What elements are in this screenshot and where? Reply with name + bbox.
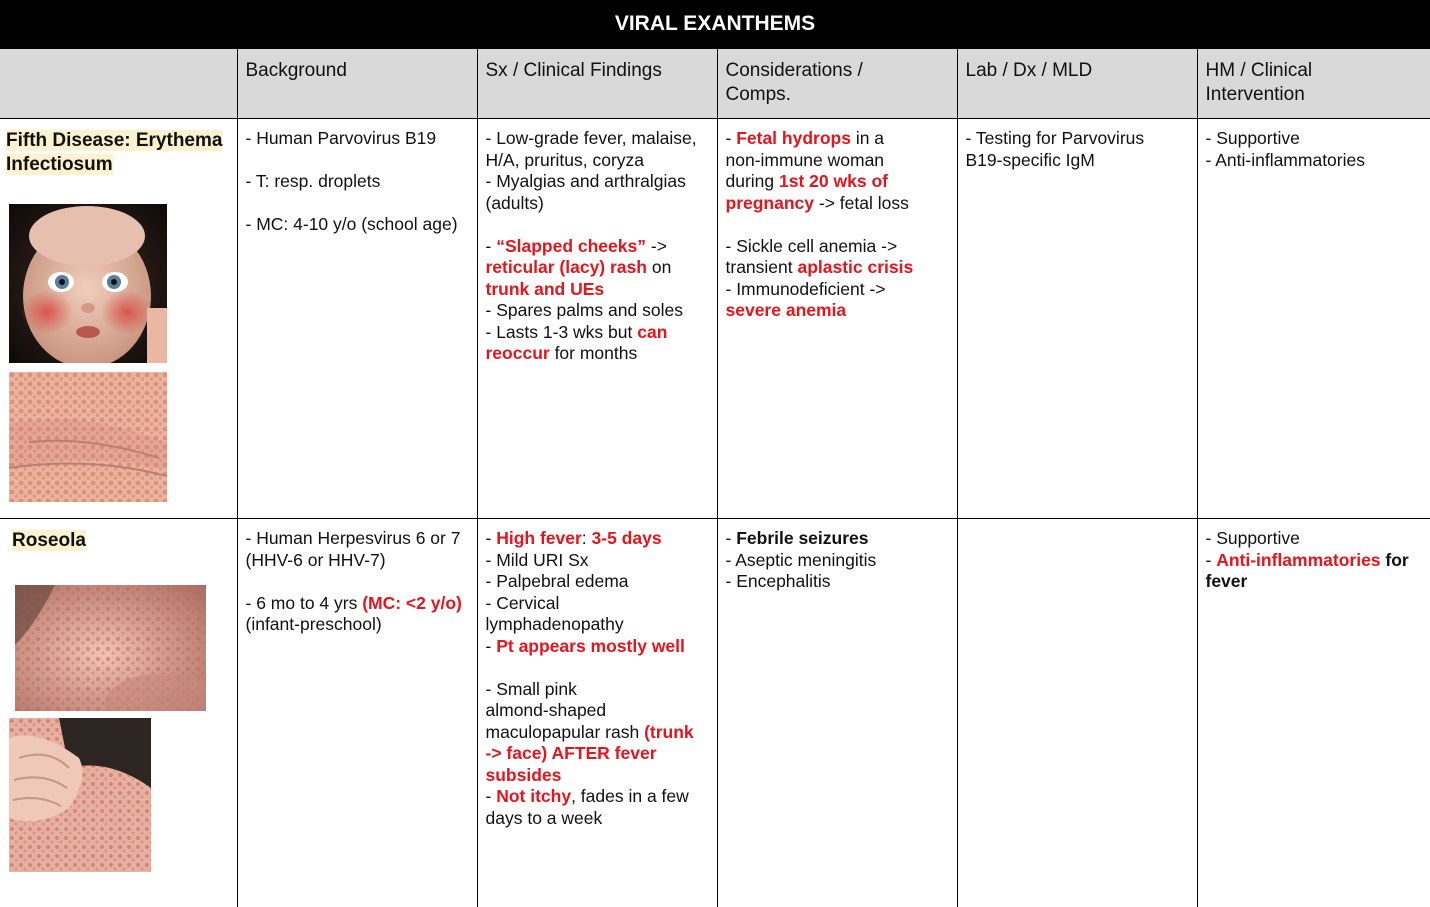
table-row: [0, 519, 1430, 907]
infant-chest-rash-photo: [15, 585, 206, 711]
lab-cell: [957, 519, 1197, 907]
table-row: [0, 119, 1430, 519]
header-lab: Lab / Dx / MLD: [957, 49, 1197, 119]
hm-cell: - Supportive - Anti-inflammatories: [1197, 119, 1430, 519]
background-cell: - Human Parvovirus B19 - T: resp. droplets - MC: 4-10 y/o (school age): [237, 119, 477, 519]
header-background: Background: [237, 49, 477, 119]
sx-cell: - Low-grade fever, malaise, H/A, pruritus, coryza - Myalgias and arthralgias (adults) - “Slapped cheeks” -> reticular (lacy) rash on trunk and UEs - Spares palms and soles - Lasts 1-3 wks but can reoccur for months: [477, 119, 717, 519]
sx-cell: - High fever: 3-5 days - Mild URI Sx - Palpebral edema - Cervical lymphadenopathy - Pt appears mostly well - Small pink almond-shaped maculopapular rash (trunk -> face) AFTER fever subsides - Not itchy, fades in a few days to a week: [477, 519, 717, 907]
disease-name: Fifth Disease: Erythema Infectiosum: [6, 130, 223, 175]
header-empty: [0, 49, 237, 119]
background-cell: - Human Herpesvirus 6 or 7 (HHV-6 or HHV-7) - 6 mo to 4 yrs (MC: <2 y/o) (infant-preschool): [237, 519, 477, 907]
header-considerations: Considerations / Comps.: [717, 49, 957, 119]
exanthem-table: [0, 48, 1430, 907]
disease-name: Roseola: [12, 530, 86, 551]
lab-cell: - Testing for Parvovirus B19-specific IgM: [957, 119, 1197, 519]
hm-cell: - Supportive - Anti-inflammatories for fever: [1197, 519, 1430, 907]
considerations-cell: - Febrile seizures - Aseptic meningitis - Encephalitis: [717, 519, 957, 907]
considerations-cell: - Fetal hydrops in a non-immune woman during 1st 20 wks of pregnancy -> fetal loss - Sickle cell anemia -> transient aplastic crisis - Immunodeficient -> severe anemia: [717, 119, 957, 519]
header-row: [0, 49, 1430, 119]
header-sx: Sx / Clinical Findings: [477, 49, 717, 119]
header-hm: HM / Clinical Intervention: [1197, 49, 1430, 119]
page-title: VIRAL EXANTHEMS: [0, 0, 1430, 48]
child-arms-lacy-rash-photo: [9, 372, 167, 502]
child-face-slapped-cheek-photo: [9, 204, 167, 363]
infant-neck-rash-photo: [9, 718, 151, 872]
